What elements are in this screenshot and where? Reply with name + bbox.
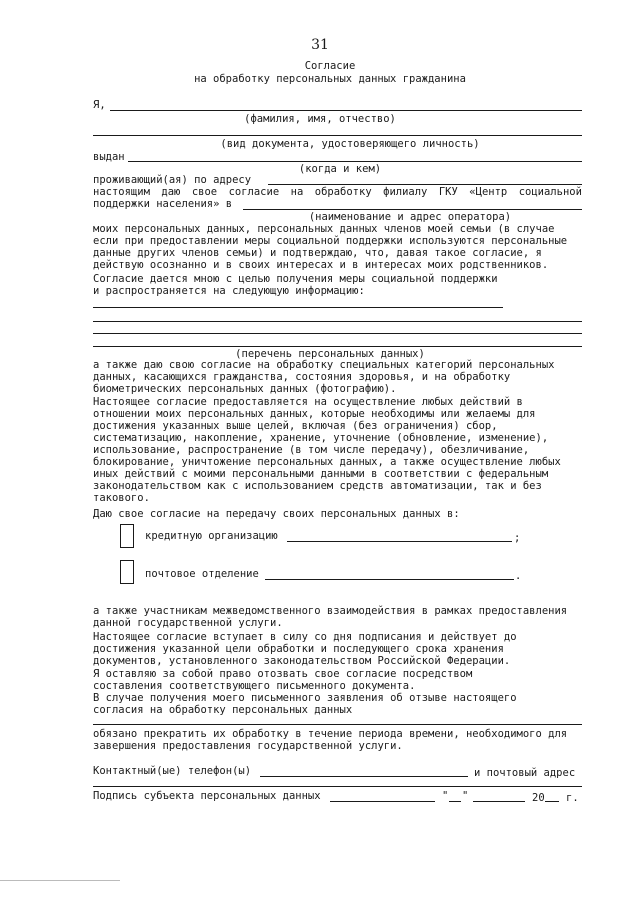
scan-artifact-line (0, 880, 120, 881)
transfer-intro: Даю свое согласие на передачу своих персональных данных в: (93, 508, 460, 520)
i-label: Я, (93, 99, 106, 111)
date-quote-close: " (462, 790, 469, 802)
post-office-label: почтовое отделение (145, 568, 259, 580)
paragraph-7-line-2: составления соответствующего письменного документа. (93, 680, 416, 692)
issued-field[interactable] (128, 161, 582, 162)
credit-org-field[interactable] (287, 541, 512, 542)
paragraph-1-line-2: если при предоставлении меры социальной поддержки используются персональные (93, 235, 568, 247)
title-line-1: Согласие (304, 60, 356, 72)
date-quote-open: " (442, 790, 449, 802)
paragraph-3-line-2: данных, касающихся гражданства, состояния здоровья, и на обработку (93, 371, 511, 383)
paragraph-7-line-1: Я оставляю за собой право отозвать свое согласие посредством (93, 668, 473, 680)
fio-field[interactable] (110, 110, 582, 111)
signature-label: Подпись субъекта персональных данных (93, 790, 321, 802)
paragraph-4-line-2: отношении моих персональных данных, которые необходимы или желаемы для (93, 408, 536, 420)
paragraph-4-line-1: Настоящее согласие предоставляется на осуществление любых действий в (93, 396, 523, 408)
document-caption: (вид документа, удостоверяющего личность) (220, 138, 480, 150)
paragraph-1-line-1: моих персональных данных, персональных данных членов моей семьи (в случае (93, 223, 555, 235)
paragraph-2-line-2: и распространяется на следующую информацию: (93, 285, 365, 297)
paragraph-3-line-3: биометрических персональных данных (фотографию). (93, 383, 397, 395)
paragraph-4-line-8: законодательством как с использованием средств автоматизации, так и без (93, 480, 542, 492)
paragraph-6-line-1: Настоящее согласие вступает в силу со дня подписания и действует до (93, 631, 517, 643)
paragraph-6-line-3: документов, установленного законодательством Российской Федерации. (93, 655, 511, 667)
post-office-end: . (515, 570, 522, 582)
paragraph-9-line-2: завершения предоставления государственной услуги. (93, 740, 403, 752)
paragraph-3-line-1: а также даю свою согласие на обработку специальных категорий персональных (93, 359, 555, 371)
paragraph-1-line-3: данные других членов семьи) и подтверждаю, что, давая такое согласие, я (93, 247, 542, 259)
date-year-field[interactable] (545, 801, 559, 802)
paragraph-5-line-2: данной государственной услуги. (93, 617, 283, 629)
credit-org-checkbox[interactable] (120, 524, 134, 548)
paragraph-4-line-4: систематизацию, накопление, хранение, уточнение (обновление, изменение), (93, 432, 549, 444)
paragraph-1-line-4: действую осознанно и в своих интересах и в интересах моих родственников. (93, 259, 549, 271)
postal-address-label: и почтовый адрес (474, 767, 576, 779)
credit-org-label: кредитную организацию (145, 530, 278, 542)
consent-line-1: настоящим даю свое согласие на обработку филиалу ГКУ «Центр социальной (93, 186, 582, 198)
post-office-field[interactable] (265, 579, 514, 580)
info-list-field-1[interactable] (93, 307, 503, 308)
phone-field[interactable] (260, 776, 468, 777)
operator-field[interactable] (243, 209, 582, 210)
postal-address-field[interactable] (93, 786, 582, 787)
operator-caption: (наименование и адрес оператора) (308, 211, 512, 223)
date-month-field[interactable] (473, 801, 525, 802)
info-list-field-4[interactable] (93, 346, 582, 347)
date-day-field[interactable] (449, 801, 461, 802)
paragraph-4-line-9: такового. (93, 492, 150, 504)
post-office-checkbox[interactable] (120, 560, 134, 584)
paragraph-2-line-1: Согласие дается мною с целью получения меры социальной поддержки (93, 273, 498, 285)
year-suffix: г. (566, 792, 579, 804)
paragraph-8-line-1: В случае получения моего письменного заявления об отзыве настоящего (93, 692, 517, 704)
phone-label: Контактный(ые) телефон(ы) (93, 765, 252, 777)
paragraph-6-line-2: достижения указанной цели обработки и последующего срока хранения (93, 643, 504, 655)
paragraph-4-line-5: использование, распространение (в том числе передачу), обезличивание, (93, 444, 530, 456)
list-caption: (перечень персональных данных) (235, 348, 425, 360)
issued-caption: (когда и кем) (298, 163, 382, 175)
document-field[interactable] (93, 135, 582, 136)
paragraph-4-line-3: достижения указанных выше целей, включая (без ограничения) сбор, (93, 420, 498, 432)
year-prefix: 20 (532, 792, 545, 804)
paragraph-9-line-1: обязано прекратить их обработку в течение периода времени, необходимого для (93, 728, 568, 740)
title-line-2: на обработку персональных данных гражданина (194, 73, 466, 85)
paragraph-5-line-1: а также участникам межведомственного взаимодействия в рамках предоставления (93, 605, 568, 617)
paragraph-4-line-7: иных действий с моими персональными данными в соответствии с федеральным (93, 468, 549, 480)
page-number: 31 (311, 37, 329, 53)
fio-caption: (фамилия, имя, отчество) (244, 113, 396, 125)
info-list-field-3[interactable] (93, 333, 582, 334)
credit-org-end: ; (514, 532, 521, 544)
address-label: проживающий(ая) по адресу (93, 174, 252, 186)
paragraph-8-line-2: согласия на обработку персональных данных (93, 704, 353, 716)
paragraph-4-line-6: блокирование, уничтожение персональных данных, а также осуществление любых (93, 456, 561, 468)
info-list-field-2[interactable] (93, 321, 582, 322)
issued-label: выдан (93, 151, 125, 163)
address-field[interactable] (268, 184, 582, 185)
organization-field[interactable] (93, 724, 582, 725)
consent-line-2: поддержки населения» в (93, 198, 233, 210)
signature-field[interactable] (330, 801, 435, 802)
